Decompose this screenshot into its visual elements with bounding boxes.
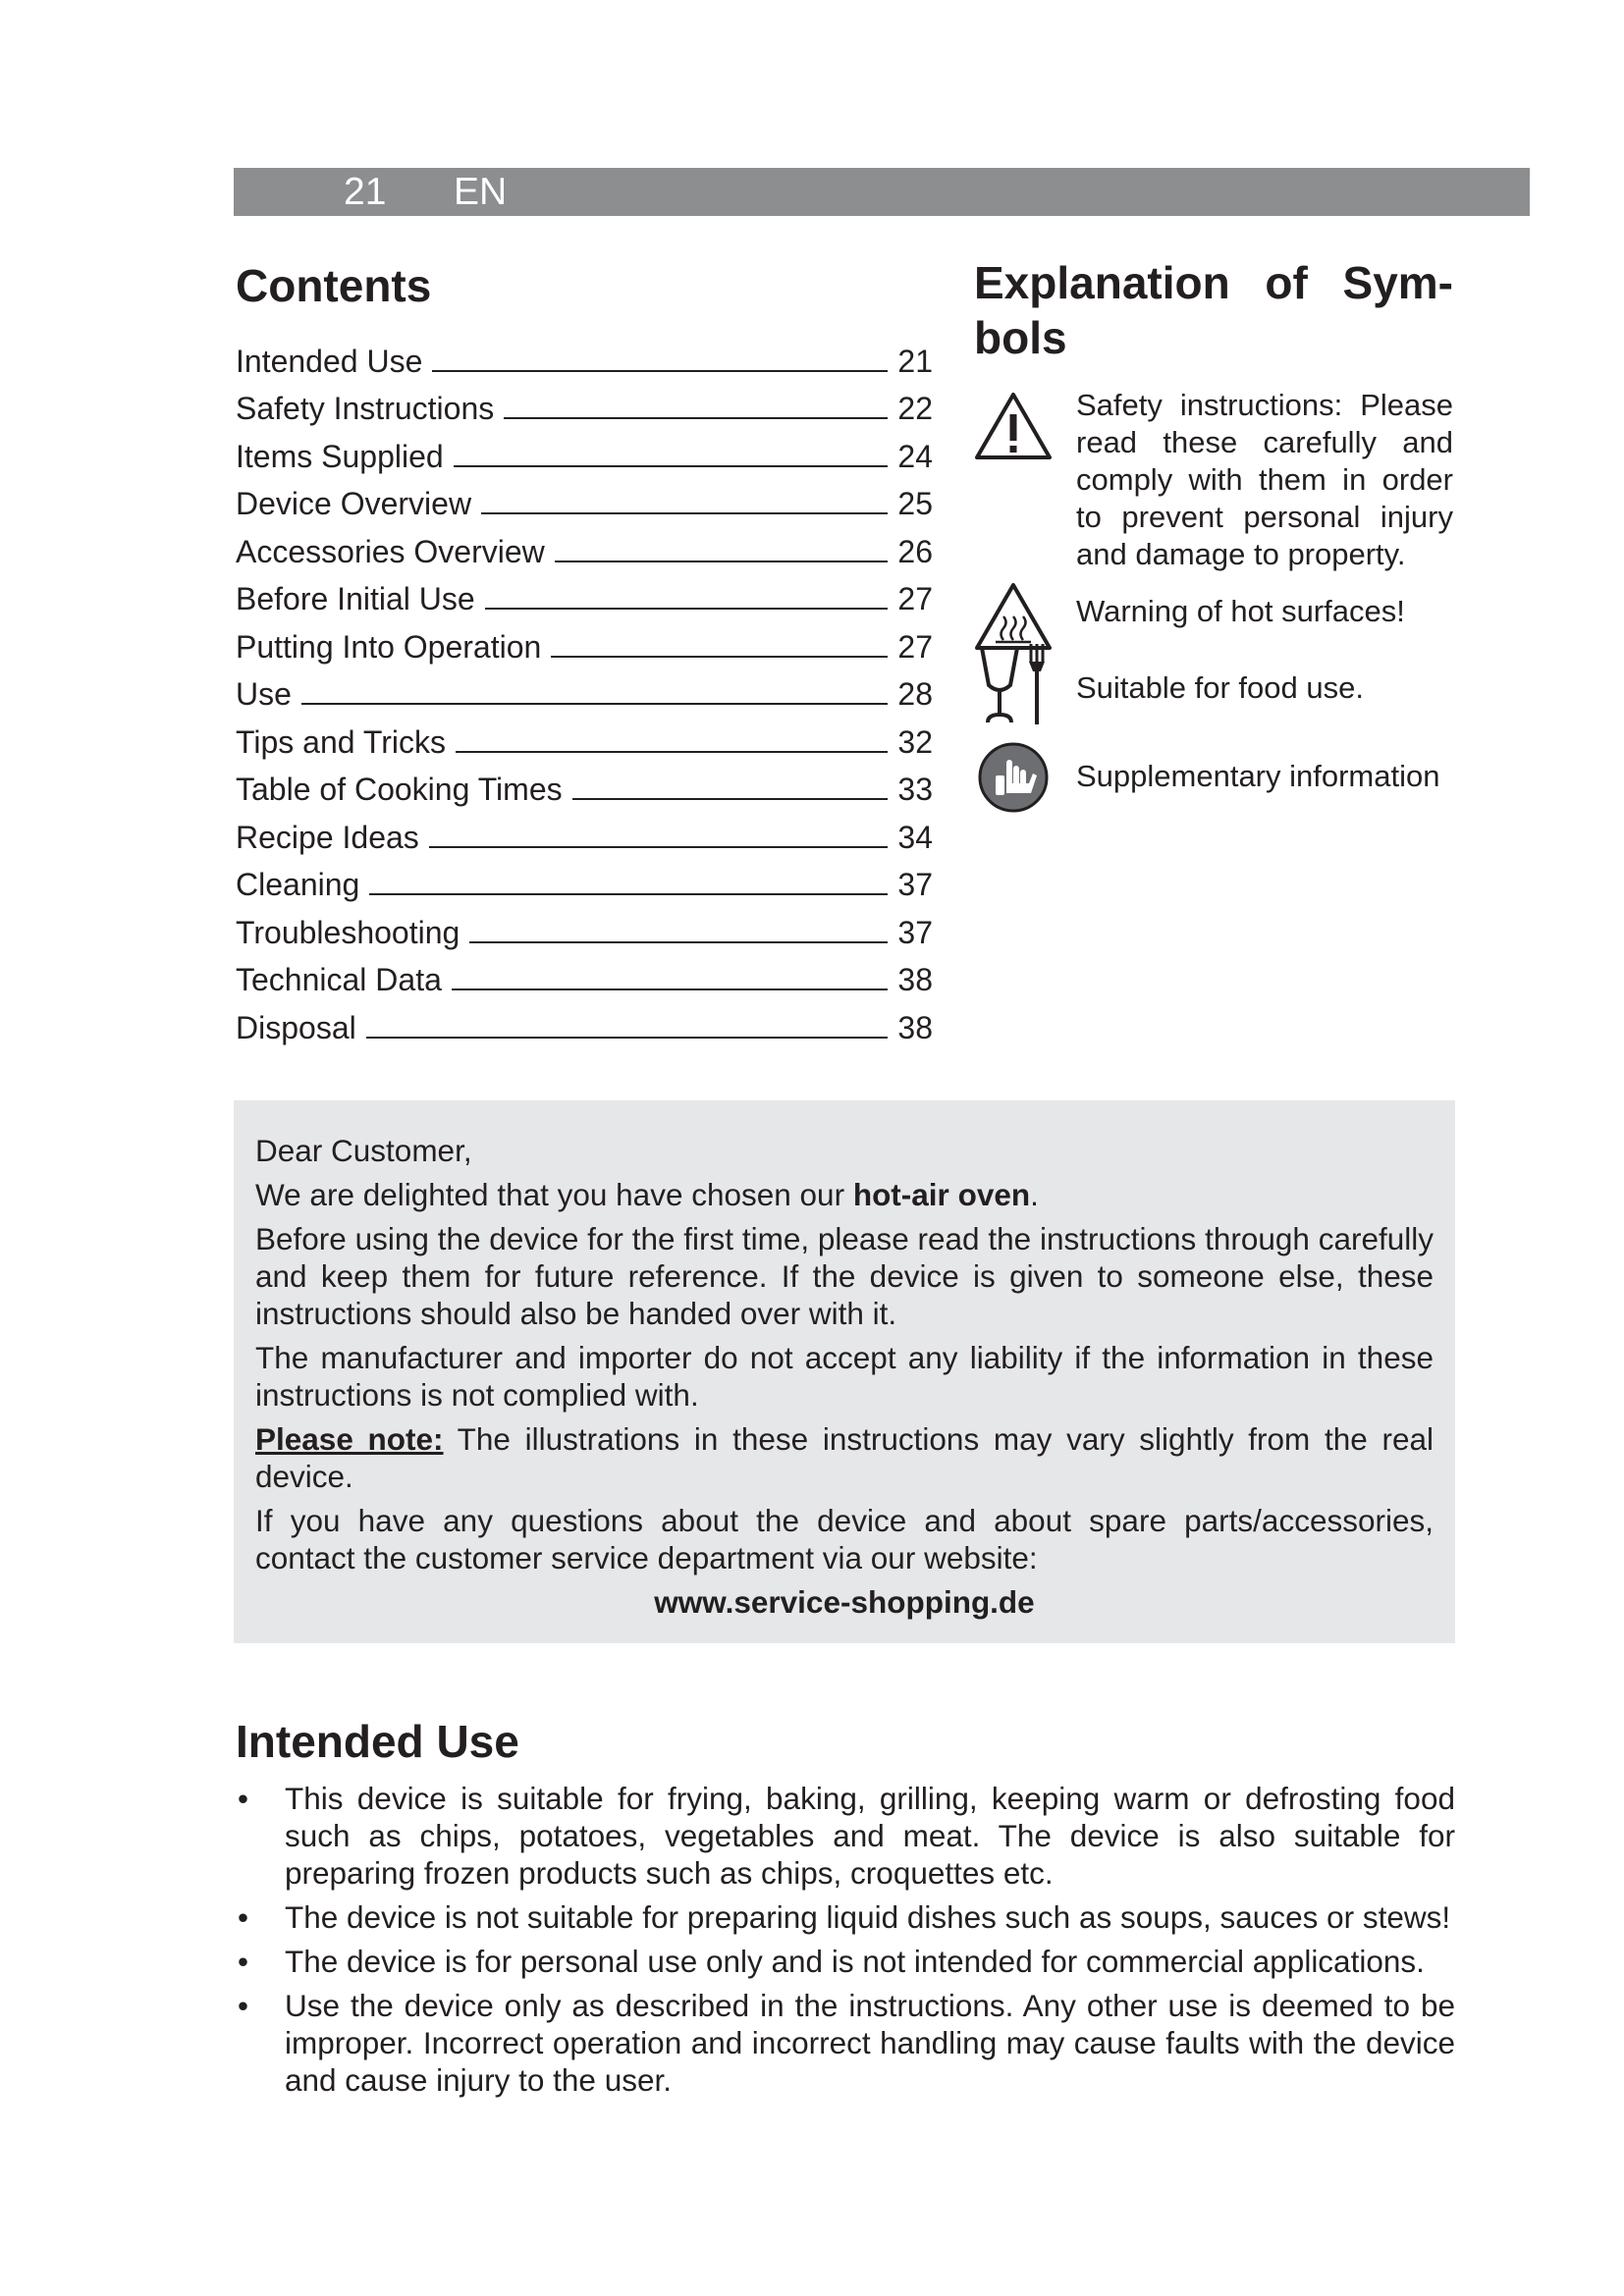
toc-entry (236, 998, 933, 1046)
symbols-heading-line2: bols (974, 312, 1067, 363)
toc-leader-line (572, 798, 889, 800)
toc-leader-line (555, 561, 889, 562)
toc-entry-title: Tips and Tricks (236, 723, 446, 760)
symbols-heading (974, 255, 1453, 365)
toc-entry (236, 427, 933, 475)
list-item (236, 1898, 1455, 1936)
toc-entry-title: Intended Use (236, 343, 423, 379)
toc-leader-line (366, 1037, 889, 1039)
toc-entry (236, 808, 933, 856)
toc-entry (236, 761, 933, 809)
language-code: EN (454, 171, 508, 213)
toc-entry-page: 25 (897, 486, 933, 521)
intended-use-heading: Intended Use (236, 1716, 519, 1767)
notice-liability: The manufacturer and importer do not accept any liability if the information in these instructions is not complied with. (255, 1340, 1434, 1413)
list-item-text: Use the device only as described in the instructions. Any other use is deemed to be improper. Incorrect operation and incorrect handling may cause faults with the device and cause injury to the user. (285, 1988, 1455, 2098)
symbol-safety-text: Safety instructions: Please read these carefully and comply with them in order to prevent personal injury and damage to property. (1076, 388, 1453, 571)
symbol-info (974, 758, 1453, 795)
toc-entry-title: Before Initial Use (236, 581, 475, 616)
toc-entry-page: 37 (897, 914, 933, 950)
bullet-marker: • (238, 1899, 249, 1935)
toc-entry-title: Device Overview (236, 486, 472, 521)
page-number: 21 (344, 171, 387, 213)
notice-read-instructions: Before using the device for the first time, please read the instructions through carefully and keep them for future reference. If the device is given to someone else, these instructions should also be handed over with it. (255, 1221, 1434, 1331)
symbol-hot-surface-text: Warning of hot surfaces! (1076, 594, 1405, 628)
toc-entry-page: 21 (897, 343, 933, 379)
toc-entry-title: Recipe Ideas (236, 819, 419, 855)
notice-greeting: Dear Customer, (255, 1133, 472, 1168)
toc-entry-title: Accessories Overview (236, 533, 545, 569)
toc-entry-page: 37 (897, 867, 933, 902)
toc-entry (236, 380, 933, 428)
list-item-text: The device is not suitable for preparing liquid dishes such as soups, sauces or stews! (285, 1899, 1451, 1935)
warning-triangle-icon (974, 391, 1053, 470)
list-item-text: The device is for personal use only and is not intended for commercial applications. (285, 1944, 1425, 1979)
toc-entry-title: Table of Cooking Times (236, 772, 563, 807)
notice-please-note (255, 1420, 1434, 1495)
toc-entry-page: 22 (897, 391, 933, 426)
toc-entry-page: 27 (897, 581, 933, 616)
toc-leader-line (504, 417, 888, 419)
toc-entry-page: 34 (897, 819, 933, 855)
symbol-safety (974, 387, 1453, 573)
toc-entry (236, 903, 933, 951)
toc-entry-title: Troubleshooting (236, 914, 460, 950)
contents-heading: Contents (236, 260, 432, 311)
toc-leader-line (551, 656, 888, 658)
toc-leader-line (429, 846, 889, 848)
toc-entry-page: 24 (897, 438, 933, 474)
toc-entry (236, 617, 933, 666)
symbol-info-text: Supplementary information (1076, 759, 1440, 793)
symbol-food-safe-text: Suitable for food use. (1076, 670, 1364, 705)
bullet-marker: • (238, 1988, 249, 2023)
website-link[interactable]: www.service-shopping.de (654, 1584, 1035, 1620)
toc-entry-title: Cleaning (236, 867, 360, 902)
please-note-text: The illustrations in these instructions may vary slightly from the real device. (255, 1421, 1435, 1494)
toc-entry (236, 332, 933, 380)
toc-entry-page: 38 (897, 962, 933, 997)
symbol-hot-surface (974, 593, 1453, 630)
food-safe-icon (974, 640, 1053, 737)
notice-intro (255, 1176, 1434, 1213)
toc-entry-page: 38 (897, 1009, 933, 1045)
intended-use-list (236, 1780, 1455, 2099)
toc-leader-line (452, 988, 889, 990)
list-item-text: This device is suitable for frying, baking, grilling, keeping warm or defrosting food such as chips, potatoes, vegetables and meat. The device is also suitable for preparing frozen products such as chips, croquettes etc. (285, 1781, 1455, 1891)
toc-leader-line (469, 941, 888, 943)
please-note-label: Please note: (255, 1421, 444, 1457)
toc-entry (236, 522, 933, 570)
symbols-heading-line1: Explanation of Sym- (974, 257, 1453, 308)
notice-contact: If you have any questions about the device and about spare parts/accessories, contact the customer service department via our website: (255, 1503, 1434, 1575)
list-item (236, 1987, 1455, 2099)
table-of-contents (236, 255, 933, 1046)
toc-entry (236, 475, 933, 523)
symbols-explanation (974, 255, 1453, 795)
toc-entry (236, 570, 933, 618)
page-header-bar (234, 168, 1530, 216)
toc-entry-page: 33 (897, 772, 933, 807)
bullet-marker: • (238, 1781, 249, 1816)
notice-product-name: hot-air oven (852, 1177, 1031, 1212)
toc-entry-title: Safety Instructions (236, 391, 495, 426)
list-item (236, 1780, 1455, 1892)
notice-intro-text: We are delighted that you have chosen our (255, 1177, 853, 1212)
toc-entry-page: 26 (897, 533, 933, 569)
toc-leader-line (456, 751, 888, 753)
toc-entry-title: Disposal (236, 1009, 356, 1045)
toc-leader-line (301, 703, 889, 705)
toc-entry-page: 28 (897, 676, 933, 712)
toc-entry (236, 951, 933, 999)
intended-use-section (236, 1713, 1455, 2106)
toc-leader-line (369, 893, 888, 895)
notice-intro-end: . (1030, 1177, 1039, 1212)
toc-entry-title: Use (236, 676, 292, 712)
toc-leader-line (432, 370, 888, 372)
toc-entry-title: Putting Into Operation (236, 628, 542, 665)
toc-entry-title: Items Supplied (236, 438, 444, 474)
toc-entry (236, 856, 933, 904)
symbol-food-safe (974, 669, 1453, 707)
toc-leader-line (454, 465, 889, 467)
toc-entry-title: Technical Data (236, 962, 442, 997)
list-item (236, 1943, 1455, 1980)
customer-notice-box (234, 1100, 1455, 1643)
toc-entry-page: 27 (897, 628, 933, 665)
bullet-marker: • (238, 1944, 249, 1979)
info-hand-icon (974, 740, 1053, 824)
toc-entry-page: 32 (897, 723, 933, 760)
toc-leader-line (481, 512, 888, 514)
toc-entry (236, 713, 933, 761)
toc-leader-line (485, 608, 889, 610)
toc-entry (236, 666, 933, 714)
